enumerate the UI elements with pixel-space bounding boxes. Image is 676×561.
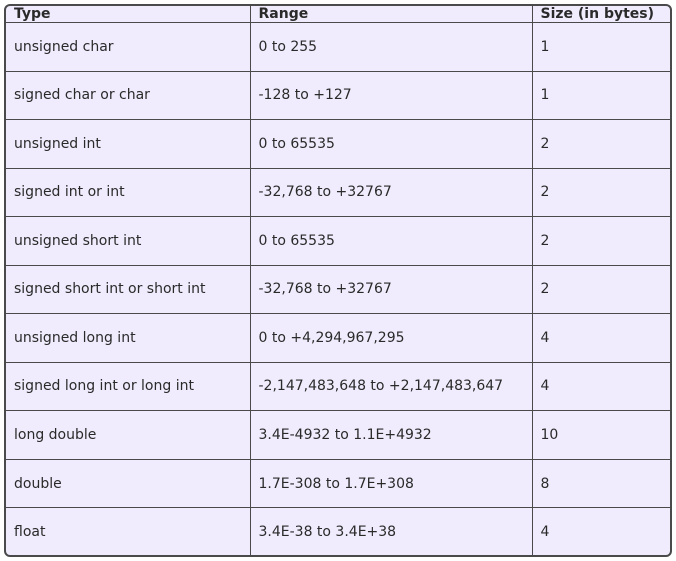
cell-size: 2 <box>532 217 670 266</box>
table-header-row <box>6 6 670 23</box>
cell-size: 8 <box>532 459 670 508</box>
cell-range: -2,147,483,648 to +2,147,483,647 <box>250 362 532 411</box>
table-row <box>6 459 670 508</box>
table-row <box>6 217 670 266</box>
cell-size: 1 <box>532 71 670 120</box>
cell-size: 1 <box>532 23 670 72</box>
cell-range: 0 to 255 <box>250 23 532 72</box>
table-row <box>6 168 670 217</box>
cell-type: signed char or char <box>6 71 250 120</box>
cell-type: float <box>6 508 250 555</box>
cell-size: 4 <box>532 362 670 411</box>
data-types-table <box>6 6 670 555</box>
cell-range: -32,768 to +32767 <box>250 168 532 217</box>
cell-type: unsigned long int <box>6 314 250 363</box>
cell-type: unsigned char <box>6 23 250 72</box>
cell-size: 4 <box>532 314 670 363</box>
cell-range: 3.4E-38 to 3.4E+38 <box>250 508 532 555</box>
cell-type: long double <box>6 411 250 460</box>
cell-range: -128 to +127 <box>250 71 532 120</box>
cell-type: signed long int or long int <box>6 362 250 411</box>
cell-type: double <box>6 459 250 508</box>
table-row <box>6 508 670 555</box>
table-row <box>6 71 670 120</box>
cell-range: 1.7E-308 to 1.7E+308 <box>250 459 532 508</box>
header-range: Range <box>250 6 532 23</box>
cell-size: 4 <box>532 508 670 555</box>
header-type: Type <box>6 6 250 23</box>
table-row <box>6 411 670 460</box>
header-size: Size (in bytes) <box>532 6 670 23</box>
cell-type: signed short int or short int <box>6 265 250 314</box>
table-row <box>6 314 670 363</box>
cell-size: 2 <box>532 120 670 169</box>
table-row <box>6 23 670 72</box>
cell-size: 2 <box>532 168 670 217</box>
table-row <box>6 362 670 411</box>
cell-type: unsigned short int <box>6 217 250 266</box>
table-row <box>6 265 670 314</box>
cell-range: 0 to 65535 <box>250 120 532 169</box>
cell-range: 0 to 65535 <box>250 217 532 266</box>
cell-type: unsigned int <box>6 120 250 169</box>
cell-size: 2 <box>532 265 670 314</box>
cell-type: signed int or int <box>6 168 250 217</box>
data-types-table-container <box>4 4 672 557</box>
table-row <box>6 120 670 169</box>
cell-range: 3.4E-4932 to 1.1E+4932 <box>250 411 532 460</box>
cell-size: 10 <box>532 411 670 460</box>
cell-range: 0 to +4,294,967,295 <box>250 314 532 363</box>
cell-range: -32,768 to +32767 <box>250 265 532 314</box>
